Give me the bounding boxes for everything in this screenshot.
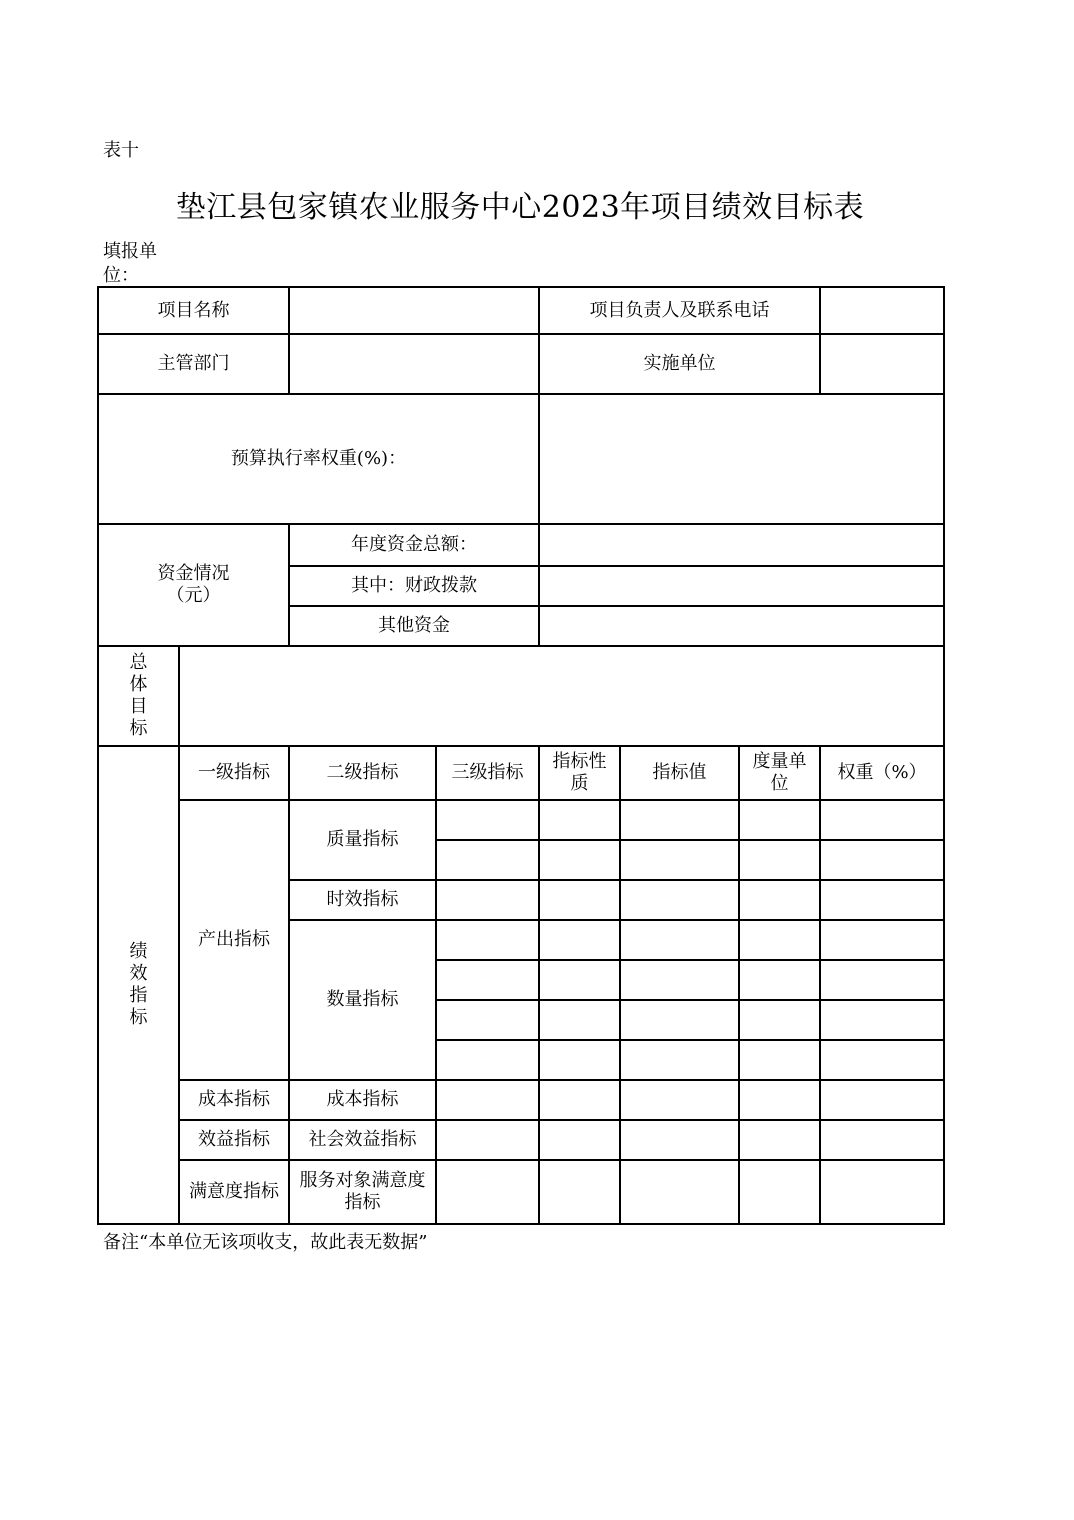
satisfaction-l1-label: 满意度指标: [179, 1160, 289, 1224]
cell[interactable]: [739, 880, 820, 920]
funds-total-value[interactable]: [539, 524, 944, 566]
cell[interactable]: [539, 840, 620, 880]
cell[interactable]: [436, 1080, 539, 1120]
funds-label: [98, 524, 289, 646]
dept-value[interactable]: [289, 334, 539, 394]
funds-total-label: 年度资金总额：: [289, 524, 539, 566]
budget-rate-value[interactable]: [539, 394, 944, 524]
header-level3: 三级指标: [436, 746, 539, 800]
cell[interactable]: [820, 1040, 944, 1080]
fill-unit-label: 填报单位：: [103, 241, 157, 286]
cell[interactable]: [539, 920, 620, 960]
cell[interactable]: [539, 880, 620, 920]
cell[interactable]: [436, 800, 539, 840]
cell[interactable]: [739, 840, 820, 880]
header-nature: 指标性质: [539, 746, 620, 800]
header-level2: 二级指标: [289, 746, 436, 800]
cell[interactable]: [739, 800, 820, 840]
dept-label: 主管部门: [98, 334, 289, 394]
cell[interactable]: [539, 800, 620, 840]
cell[interactable]: [820, 1160, 944, 1224]
project-lead-label: 项目负责人及联系电话: [539, 287, 820, 334]
cell[interactable]: [539, 1120, 620, 1160]
quality-label: 质量指标: [289, 800, 436, 880]
project-lead-value[interactable]: [820, 287, 944, 334]
cell[interactable]: [436, 960, 539, 1000]
cell[interactable]: [436, 880, 539, 920]
cell[interactable]: [620, 1160, 739, 1224]
overall-goal-char: 体: [129, 674, 148, 695]
funds-fiscal-label: 其中：财政拨款: [289, 566, 539, 606]
cell[interactable]: [739, 1120, 820, 1160]
perf-label-char: 标: [129, 1007, 148, 1028]
overall-goal-char: 目: [129, 696, 148, 717]
cell[interactable]: [620, 1040, 739, 1080]
overall-goal-label: [98, 646, 179, 746]
cell[interactable]: [436, 1040, 539, 1080]
performance-target-table: [97, 286, 945, 1225]
header-level1: 一级指标: [179, 746, 289, 800]
cell[interactable]: [739, 1000, 820, 1040]
cell[interactable]: [539, 1040, 620, 1080]
cell[interactable]: [739, 1080, 820, 1120]
overall-goal-char: 标: [129, 718, 148, 739]
footnote: 备注“本单位无该项收支，故此表无数据”: [103, 1232, 428, 1253]
impl-unit-label: 实施单位: [539, 334, 820, 394]
output-label: 产出指标: [179, 800, 289, 1080]
cell[interactable]: [820, 920, 944, 960]
header-unit: 度量单位: [739, 746, 820, 800]
document-title: 垫江县包家镇农业服务中心2023年项目绩效目标表: [175, 190, 865, 225]
cell[interactable]: [620, 920, 739, 960]
cell[interactable]: [820, 880, 944, 920]
perf-label: [98, 746, 179, 1224]
cell[interactable]: [620, 800, 739, 840]
benefit-l1-label: 效益指标: [179, 1120, 289, 1160]
satisfaction-l2-label: 服务对象满意度指标: [289, 1160, 436, 1224]
cell[interactable]: [620, 960, 739, 1000]
cell[interactable]: [739, 1160, 820, 1224]
timeliness-label: 时效指标: [289, 880, 436, 920]
cell[interactable]: [436, 1000, 539, 1040]
cell[interactable]: [820, 840, 944, 880]
cell[interactable]: [620, 1000, 739, 1040]
cell[interactable]: [620, 840, 739, 880]
perf-label-char: 指: [129, 985, 148, 1006]
cell[interactable]: [620, 1080, 739, 1120]
cell[interactable]: [820, 800, 944, 840]
cell[interactable]: [539, 1160, 620, 1224]
cell[interactable]: [820, 960, 944, 1000]
cell[interactable]: [820, 1000, 944, 1040]
perf-label-char: 绩: [129, 941, 148, 962]
cell[interactable]: [539, 1080, 620, 1120]
overall-goal-char: 总: [129, 652, 148, 673]
header-value: 指标值: [620, 746, 739, 800]
project-name-label: 项目名称: [98, 287, 289, 334]
cell[interactable]: [436, 1120, 539, 1160]
cell[interactable]: [620, 880, 739, 920]
cell[interactable]: [820, 1080, 944, 1120]
funds-other-label: 其他资金: [289, 606, 539, 646]
cell[interactable]: [539, 960, 620, 1000]
cell[interactable]: [739, 960, 820, 1000]
funds-other-value[interactable]: [539, 606, 944, 646]
cost-l1-label: 成本指标: [179, 1080, 289, 1120]
cell[interactable]: [539, 1000, 620, 1040]
quantity-label: 数量指标: [289, 920, 436, 1080]
overall-goal-value[interactable]: [179, 646, 944, 746]
benefit-l2-label: 社会效益指标: [289, 1120, 436, 1160]
cell[interactable]: [739, 1040, 820, 1080]
cell[interactable]: [436, 920, 539, 960]
budget-rate-label: 预算执行率权重(%)：: [98, 394, 539, 524]
cell[interactable]: [739, 920, 820, 960]
cell[interactable]: [620, 1120, 739, 1160]
perf-label-char: 效: [129, 963, 148, 984]
funds-label-text: 资金情况（元）: [157, 563, 230, 606]
cell[interactable]: [820, 1120, 944, 1160]
funds-fiscal-value[interactable]: [539, 566, 944, 606]
project-name-value[interactable]: [289, 287, 539, 334]
cost-l2-label: 成本指标: [289, 1080, 436, 1120]
impl-unit-value[interactable]: [820, 334, 944, 394]
table-number: 表十: [103, 140, 139, 161]
header-weight: 权重（%）: [820, 746, 944, 800]
cell[interactable]: [436, 840, 539, 880]
cell[interactable]: [436, 1160, 539, 1224]
